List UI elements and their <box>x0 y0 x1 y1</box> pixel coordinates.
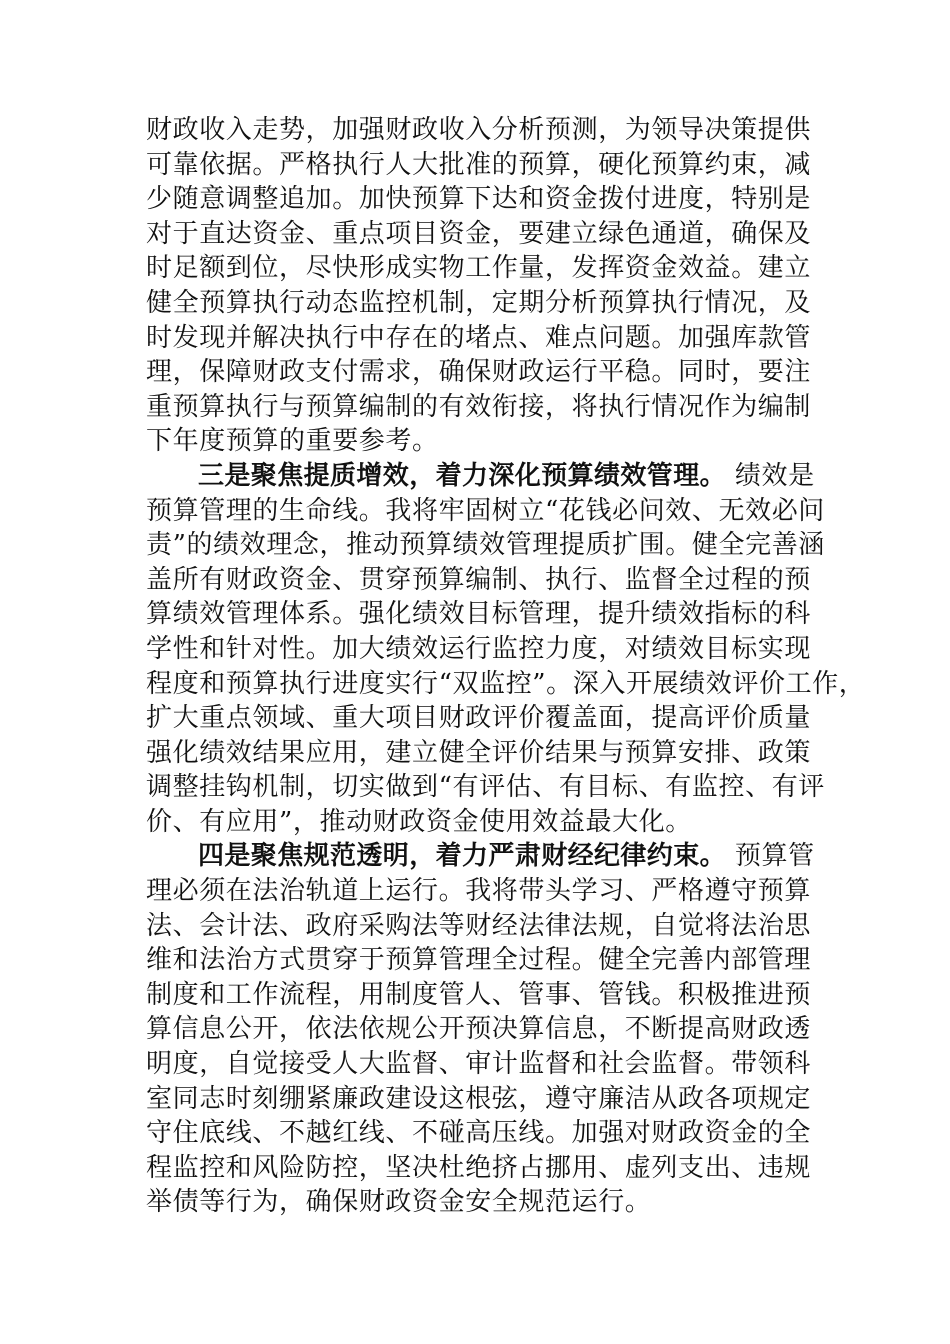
text-line: 程度和预算执行进度实行“双监控”。深入开展绩效评价工作， <box>146 668 866 699</box>
text-line: 守住底线、不越红线、不碰高压线。加强对财政资金的全 <box>146 1118 812 1149</box>
section-heading: 四是聚焦规范透明，着力严肃财经纪律约束。 <box>198 841 727 872</box>
text-line: 法、会计法、政府采购法等财经法律法规，自觉将法治思 <box>146 910 812 941</box>
text-line: 对于直达资金、重点项目资金，要建立绿色通道，确保及 <box>146 218 812 249</box>
text-line: 明度，自觉接受人大监督、审计监督和社会监督。带领科 <box>146 1049 812 1080</box>
text-line: 健全预算执行动态监控机制，定期分析预算执行情况，及 <box>146 287 812 318</box>
text-line: 制度和工作流程，用制度管人、管事、管钱。积极推进预 <box>146 979 812 1010</box>
paragraph-financial-discipline <box>146 839 816 1220</box>
text-line: 室同志时刻绷紧廉政建设这根弦，遵守廉洁从政各项规定 <box>146 1083 812 1114</box>
text-line: 可靠依据。严格执行人大批准的预算，硬化预算约束，减 <box>146 149 812 180</box>
text-run: 绩效是 <box>734 460 815 491</box>
text-line: 理必须在法治轨道上运行。我将带头学习、严格遵守预算 <box>146 876 812 907</box>
paragraph-first-line <box>146 839 816 874</box>
section-heading: 三是聚焦提质增效，着力深化预算绩效管理。 <box>198 460 727 491</box>
text-line: 算绩效管理体系。强化绩效目标管理，提升绩效指标的科 <box>146 599 812 630</box>
paragraph-budget-execution <box>146 113 816 459</box>
document-body <box>146 113 866 1220</box>
text-line: 时发现并解决执行中存在的堵点、难点问题。加强库款管 <box>146 322 812 353</box>
paragraph-first-line <box>146 459 816 494</box>
text-line: 责”的绩效理念，推动预算绩效管理提质扩围。健全完善涵 <box>146 530 825 561</box>
text-run: 预算管 <box>734 841 815 872</box>
text-line: 时足额到位，尽快形成实物工作量，发挥资金效益。建立 <box>146 253 812 284</box>
text-line: 学性和针对性。加大绩效运行监控力度，对绩效目标实现 <box>146 633 812 664</box>
text-line: 程监控和风险防控，坚决杜绝挤占挪用、虚列支出、违规 <box>146 1152 812 1183</box>
text-line: 少随意调整追加。加快预算下达和资金拨付进度，特别是 <box>146 184 812 215</box>
text-line: 维和法治方式贯穿于预算管理全过程。健全完善内部管理 <box>146 945 812 976</box>
paragraph-performance-management <box>146 459 866 840</box>
text-line: 价、有应用”，推动财政资金使用效益最大化。 <box>146 806 692 837</box>
text-line: 强化绩效结果应用，建立健全评价结果与预算安排、政策 <box>146 737 812 768</box>
text-line: 调整挂钩机制，切实做到“有评估、有目标、有监控、有评 <box>146 772 825 803</box>
text-line: 扩大重点领域、重大项目财政评价覆盖面，提高评价质量 <box>146 703 812 734</box>
text-line: 下年度预算的重要参考。 <box>146 426 439 457</box>
text-line: 重预算执行与预算编制的有效衔接，将执行情况作为编制 <box>146 391 812 422</box>
text-line: 财政收入走势，加强财政收入分析预测，为领导决策提供 <box>146 115 812 145</box>
text-line: 预算管理的生命线。我将牢固树立“花钱必问效、无效必问 <box>146 495 825 526</box>
text-line: 算信息公开，依法依规公开预决算信息，不断提高财政透 <box>146 1014 812 1045</box>
text-line: 理，保障财政支付需求，确保财政运行平稳。同时，要注 <box>146 357 812 388</box>
text-line: 盖所有财政资金、贯穿预算编制、执行、监督全过程的预 <box>146 564 812 595</box>
text-line: 举债等行为，确保财政资金安全规范运行。 <box>146 1187 652 1218</box>
